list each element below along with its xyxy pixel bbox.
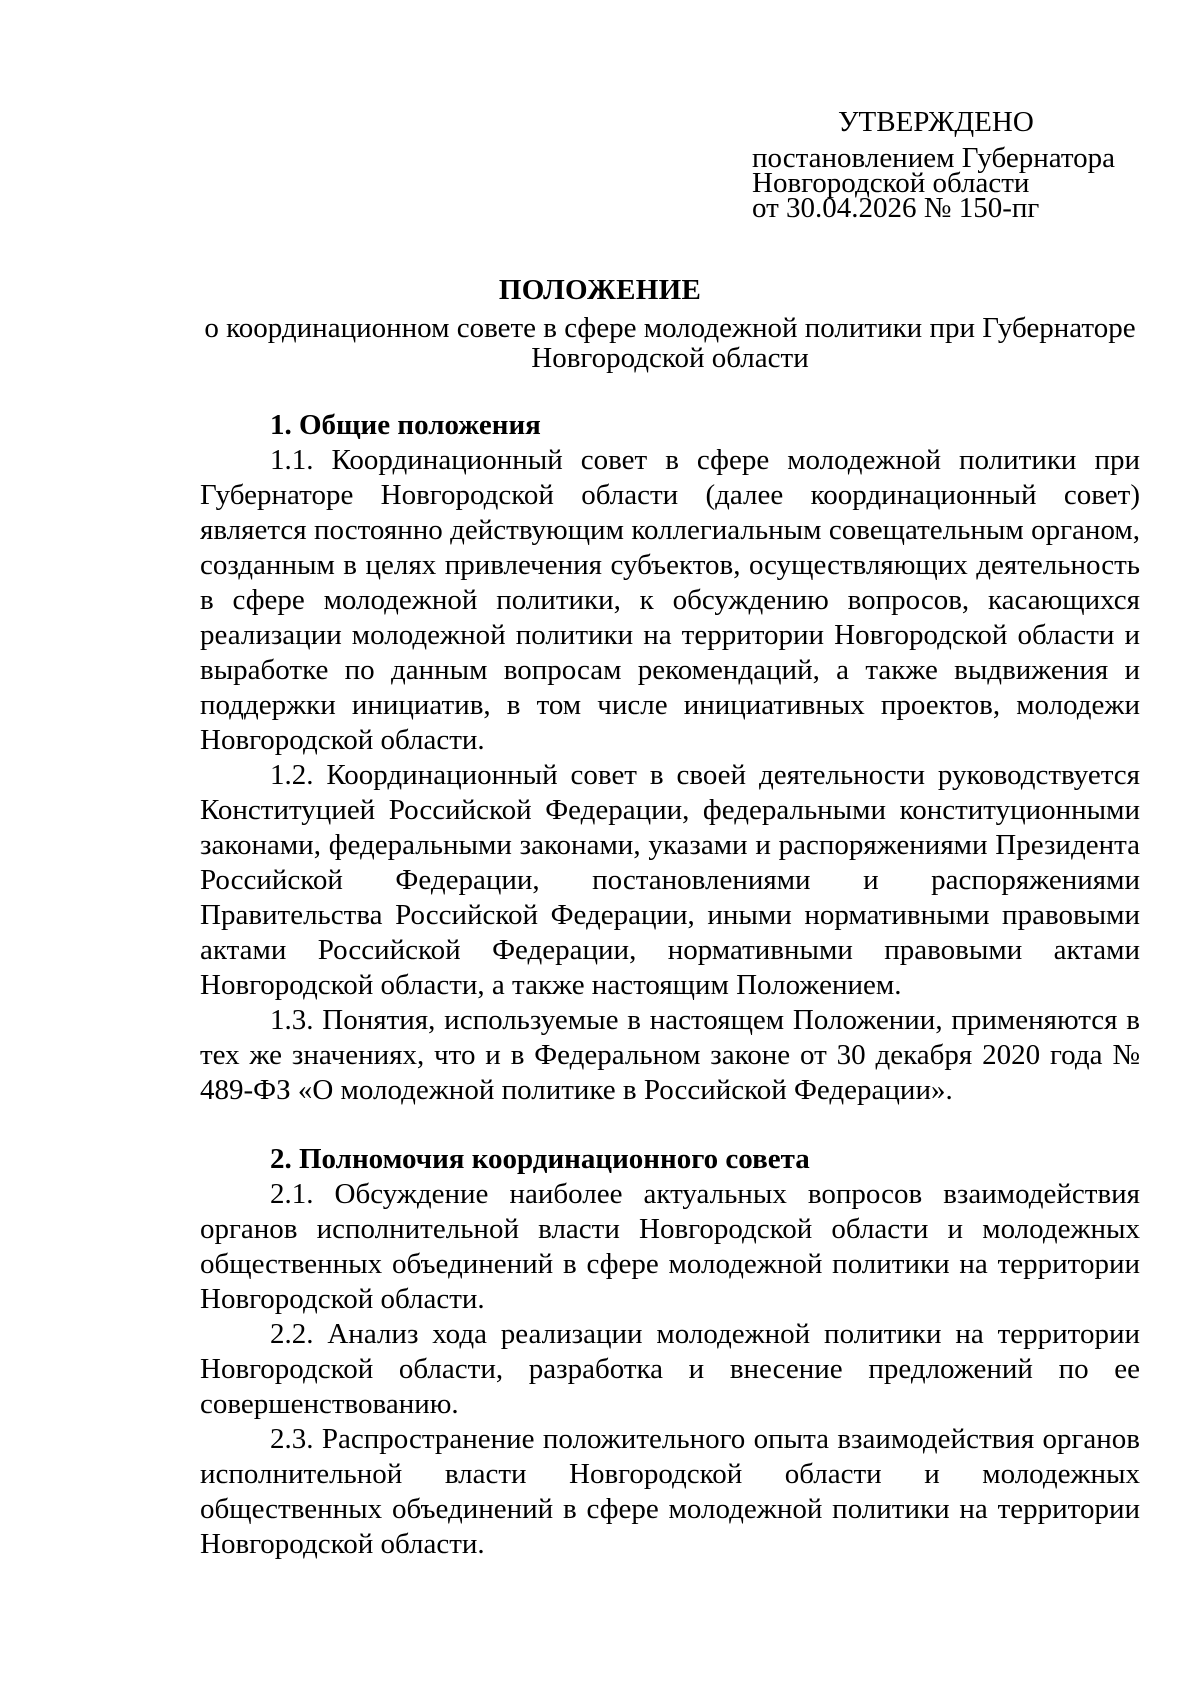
approval-title: УТВЕРЖДЕНО (838, 106, 1034, 138)
section-gap (200, 1108, 1140, 1142)
approval-line: Новгородской области (752, 167, 1030, 199)
section-powers (200, 1142, 1140, 1562)
paragraph: 1.3. Понятия, используемые в настоящем Положении, применяются в тех же значениях, что и в Федеральном законе от 30 декабря 2020 года № 489-ФЗ «О молодежной политике в Российской Федерации». (200, 1004, 1140, 1106)
paragraph: 1.2. Координационный совет в своей деятельности руководствуется Конституцией Российской Федерации, федеральными конституционными законами, федеральными законами, указами и распоряжениями Президента Российской Федерации, постановлениями и распоряжениями Правительства Российской Федерации, иными нормативными правовыми актами Российской Федерации, нормативными правовыми актами Новгородской области, а также настоящим Положением. (200, 759, 1140, 1001)
section-general (200, 408, 1140, 1108)
approval-line: постановлением Губернатора (752, 142, 1116, 174)
paragraph: 2.3. Распространение положительного опыта взаимодействия органов исполнительной власти Новгородской области и молодежных общественных объединений в сфере молодежной политики на территории Новгородской области. (200, 1423, 1140, 1560)
paragraph: 1.1. Координационный совет в сфере молодежной политики при Губернаторе Новгородской области (далее координационный совет) является постоянно действующим коллегиальным совещательным органом, созданным в целях привлечения субъектов, осуществляющих деятельность в сфере молодежной политики, к обсуждению вопросов, касающихся реализации молодежной политики на территории Новгородской области и выработке по данным вопросам рекомендаций, а также выдвижения и поддержки инициатив, в том числе инициативных проектов, молодежи Новгородской области. (200, 444, 1140, 756)
section-heading: 1. Общие положения (270, 409, 541, 441)
paragraph: 2.2. Анализ хода реализации молодежной политики на территории Новгородской области, разработка и внесение предложений по ее совершенствованию. (200, 1318, 1140, 1420)
document-subtitle: о координационном совете в сфере молодежной политики при Губернаторе Новгородской области (204, 312, 1136, 374)
section-heading: 2. Полномочия координационного совета (270, 1143, 810, 1175)
document-body (200, 408, 1140, 1562)
approval-details (752, 142, 1116, 224)
approval-line: от 30.04.2026 № 150-пг (752, 192, 1040, 224)
document-title: ПОЛОЖЕНИЕ (498, 274, 702, 306)
paragraph: 2.1. Обсуждение наиболее актуальных вопросов взаимодействия органов исполнительной власти Новгородской области и молодежных общественных объединений в сфере молодежной политики на территории Новгородской области. (200, 1178, 1140, 1315)
